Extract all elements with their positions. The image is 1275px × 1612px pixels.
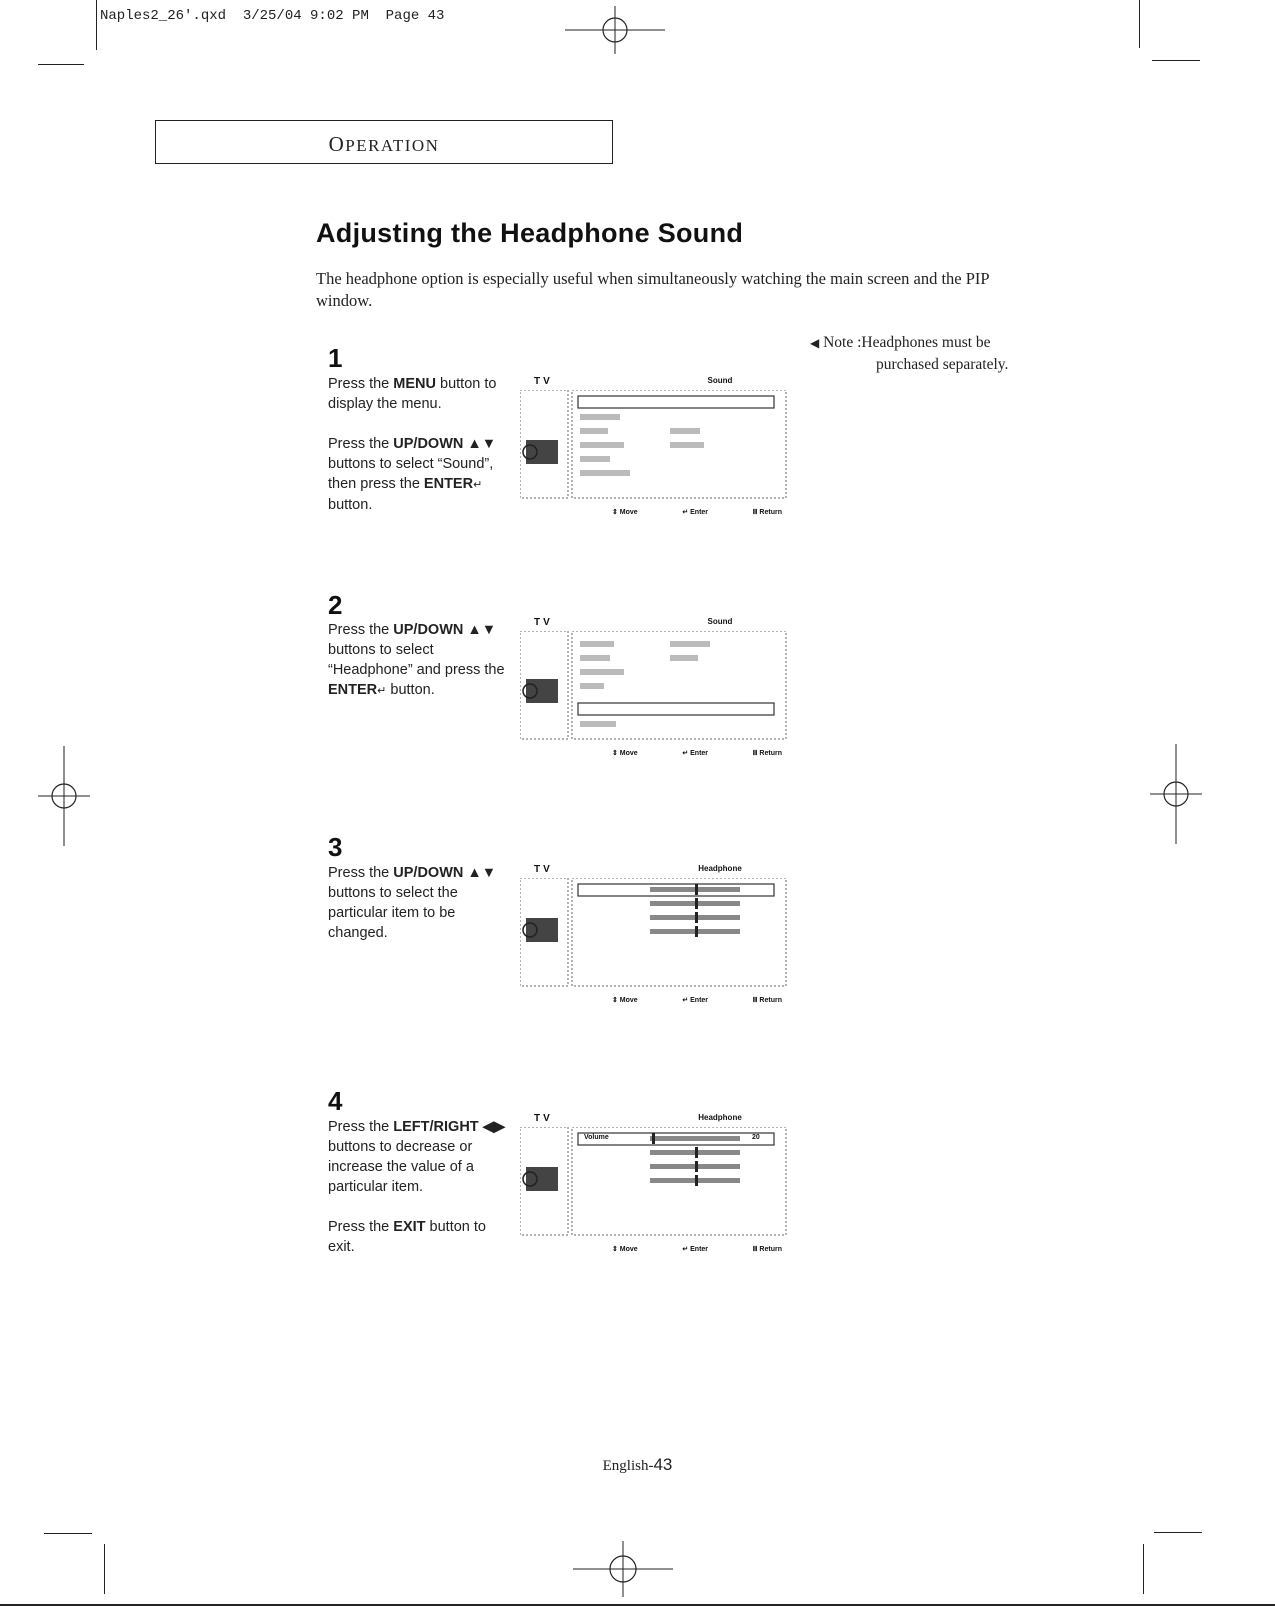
step-number: 4 [328, 1086, 343, 1116]
move-hint: ⇕ Move [612, 750, 638, 757]
crop-mark [1154, 1532, 1202, 1533]
screen-hints [612, 749, 782, 757]
step-instructions [328, 374, 508, 535]
move-hint: ⇕ Move [612, 509, 638, 516]
return-hint: Ⅲ Return [752, 509, 782, 516]
screen-item-label: Volume [584, 1134, 609, 1141]
registration-mark-top [565, 6, 665, 54]
screen-tv-label: TV [534, 864, 553, 875]
note-line-2: purchased separately. [876, 356, 1009, 373]
footer-label: English- [602, 1458, 654, 1474]
intro-paragraph: The headphone option is especially useful when simultaneously watching the main screen and the PIP window. [316, 269, 989, 310]
bottom-rule [0, 1604, 1275, 1606]
step-number: 3 [328, 832, 343, 862]
file-slug: Naples2_26'.qxd 3/25/04 9:02 PM Page 43 [100, 8, 445, 24]
step-paragraph: Press the UP/DOWN ▲▼ buttons to select “Headphone” and press the ENTER↵ button. [328, 622, 505, 698]
crop-mark [44, 1533, 92, 1534]
screen-menu-title: Sound [707, 617, 733, 626]
screen-hints [612, 508, 782, 516]
enter-hint: ↵ Enter [682, 750, 709, 757]
screen-item-value: 20 [752, 1134, 760, 1141]
tv-menu-screenshot [520, 864, 790, 1004]
screen-menu-title: Sound [707, 376, 733, 385]
step-paragraph: Press the EXIT button to exit. [328, 1219, 486, 1255]
enter-icon: ↵ [473, 479, 483, 491]
move-hint: ⇕ Move [612, 997, 638, 1004]
step-instructions [328, 863, 508, 963]
step-paragraph: Press the MENU button to display the menu. [328, 376, 497, 412]
step-instructions [328, 620, 508, 721]
step-number: 2 [328, 590, 343, 620]
page-footer [0, 1455, 1275, 1475]
section-title-rest: PERATION [345, 136, 440, 155]
screen-menu-graphic [520, 878, 790, 990]
enter-hint: ↵ Enter [682, 1246, 709, 1253]
screen-menu-title: Headphone [698, 864, 742, 873]
registration-mark-bottom [573, 1541, 673, 1597]
crop-mark [1139, 0, 1140, 48]
screen-tv-label: TV [534, 1113, 553, 1124]
tv-menu-screenshot [520, 376, 790, 516]
step-number: 1 [328, 343, 343, 373]
section-title [156, 132, 612, 157]
page-title: Adjusting the Headphone Sound [316, 218, 744, 248]
crop-mark [1152, 60, 1200, 61]
return-hint: Ⅲ Return [752, 1246, 782, 1253]
crop-mark [104, 1544, 105, 1594]
screen-tv-label: TV [534, 617, 553, 628]
footer-page-number: 43 [653, 1455, 673, 1474]
screen-menu-graphic [520, 1127, 790, 1239]
return-hint: Ⅲ Return [752, 997, 782, 1004]
section-title-cap: O [328, 132, 346, 156]
note [810, 332, 1040, 376]
step-paragraph: Press the LEFT/RIGHT ◀▶ buttons to decrease or increase the value of a particular item. [328, 1119, 505, 1195]
note-arrow-icon: ◀ [810, 336, 820, 350]
registration-mark-left [38, 746, 90, 846]
note-line-1: Note :Headphones must be [823, 334, 991, 351]
screen-tv-label: TV [534, 376, 553, 387]
step-instructions [328, 1117, 508, 1277]
move-hint: ⇕ Move [612, 1246, 638, 1253]
crop-mark [38, 64, 84, 65]
enter-hint: ↵ Enter [682, 509, 709, 516]
screen-menu-graphic [520, 631, 790, 743]
step-paragraph: Press the UP/DOWN ▲▼ buttons to select the particular item to be changed. [328, 865, 497, 941]
section-header-box [155, 120, 613, 164]
screen-menu-title: Headphone [698, 1113, 742, 1122]
screen-menu-graphic [520, 390, 790, 502]
enter-icon: ↵ [377, 685, 387, 697]
registration-mark-right [1150, 744, 1202, 844]
screen-hints [612, 1245, 782, 1253]
return-hint: Ⅲ Return [752, 750, 782, 757]
enter-hint: ↵ Enter [682, 997, 709, 1004]
tv-menu-screenshot [520, 1113, 790, 1253]
screen-hints [612, 996, 782, 1004]
crop-mark [96, 0, 97, 50]
crop-mark [1143, 1544, 1144, 1594]
tv-menu-screenshot [520, 617, 790, 757]
step-paragraph: Press the UP/DOWN ▲▼ buttons to select “Sound”, then press the ENTER↵ button. [328, 436, 497, 513]
